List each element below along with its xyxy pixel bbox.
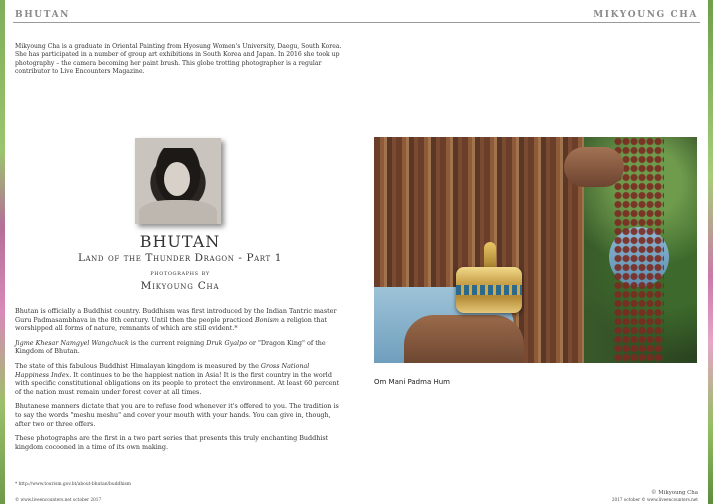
body-paragraph: These photographs are the first in a two part series that presents this truly enchanting Buddhist kingdom cocooned in a time of its own making. <box>15 434 329 451</box>
header-section-title: BHUTAN <box>15 10 70 20</box>
photo-caption: Om Mani Padma Hum <box>374 378 450 386</box>
footer-photo-credit: © Mikyoung Cha <box>651 490 698 496</box>
photographer-name: Mikyoung Cha <box>140 280 220 292</box>
body-paragraph: Bhutan is officially a Buddhist country. Buddhism was first introduced by the Indian Tantric master Guru Padmasambhava in the 8th century. Until then the people practiced Bonism a religion that worshipped all forms of nature, remnants of which are still evident.* <box>15 307 337 333</box>
body-paragraph: Jigme Khesar Namgyel Wangchuck is the current reigning Druk Gyalpo or "Dragon King" of the Kingdom of Bhutan. <box>15 338 326 356</box>
footnote-link[interactable]: * http://www.tourism.gov.bt/about-bhutan/buddhism <box>15 482 131 487</box>
left-edge-decoration <box>0 0 5 504</box>
article-title: BHUTAN <box>139 232 221 251</box>
footer-copyright-left: © www.liveencounters.net october 2017 <box>15 497 102 502</box>
footer-copyright-right: 2017 october © www.liveencounters.net <box>611 497 698 502</box>
article-subtitle: Land of the Thunder Dragon - Part 1 <box>77 252 283 264</box>
author-portrait <box>135 138 221 224</box>
article-body <box>15 307 343 457</box>
body-paragraph: Bhutanese manners dictate that you are to refuse food whenever it's offered to you. The tradition is to say the words "meshu meshu" and cover your mouth with your hands. You can give in, though, after two or three offers. <box>15 402 339 428</box>
photographs-by-label: photographs by <box>150 268 210 277</box>
prayer-wheel-photo <box>374 137 697 363</box>
header-rule <box>13 22 700 23</box>
right-edge-decoration <box>708 0 713 504</box>
body-paragraph: The state of this fabulous Buddhist Himalayan kingdom is measured by the Gross National Happiness Index. It continues to be the happiest nation in Asia! It is the first country in the world with specific constitutional obligations on its people to protect the environment. At least 60 percent of the nation must remain under forest cover at all times. <box>15 361 340 396</box>
author-bio: Mikyoung Cha is a graduate in Oriental Painting from Hyosung Women's University, Daegu, South Korea. She has participated in a number of group art exhibitions in South Korea and Japan. In 2016 she took up photography – the camera becoming her paint brush. This globe trotting photographer is a regular contributor to Live Encounters Magazine. <box>15 43 342 75</box>
header-author-name: MIKYOUNG CHA <box>593 10 698 20</box>
